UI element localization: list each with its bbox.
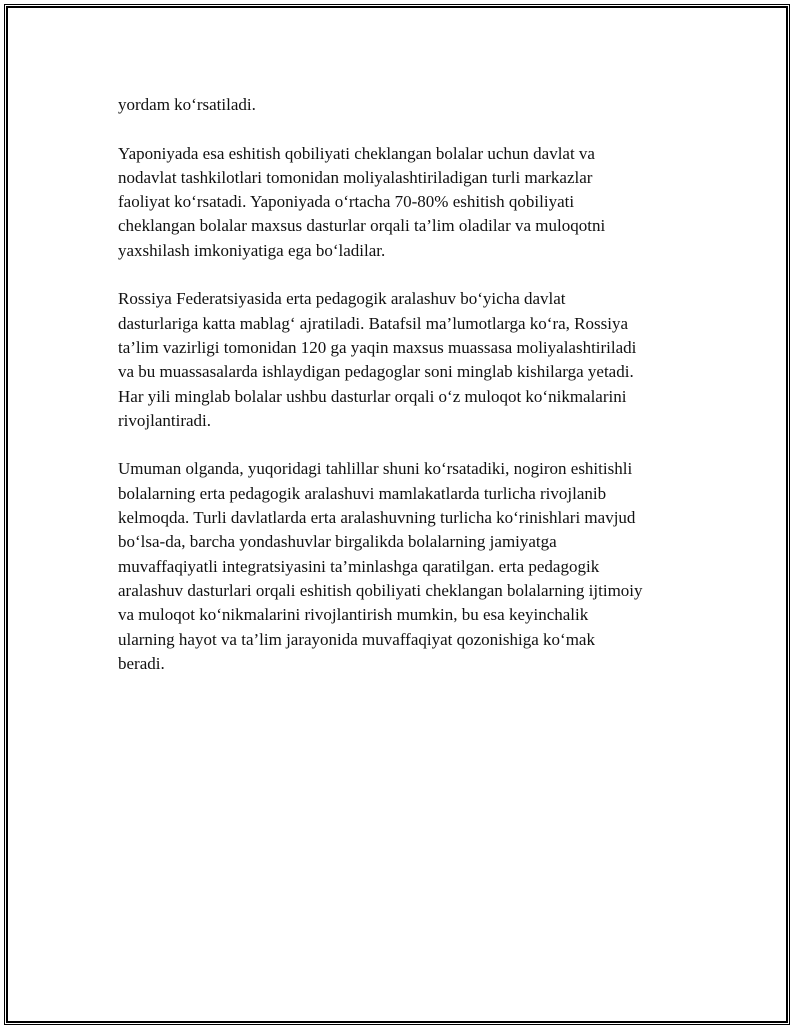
document-body	[118, 93, 698, 700]
text-line: yordam ko‘rsatiladi.	[118, 95, 256, 114]
text-line: Yaponiyada esa eshitish qobiliyati cheklangan bolalar uchun davlat va	[118, 143, 595, 163]
text-line: cheklangan bolalar maxsus dasturlar orqali ta’lim oladilar va muloqotni	[118, 216, 606, 236]
text-line: Har yili minglab bolalar ushbu dasturlar orqali o‘z muloqot ko‘nikmalarini	[118, 386, 627, 406]
text-line: ta’lim vazirligi tomonidan 120 ga yaqin maxsus muassasa moliyalashtiriladi	[118, 337, 637, 357]
paragraph-2	[118, 142, 698, 263]
text-line: muvaffaqiyatli integratsiyasini ta’minlashga qaratilgan. erta pedagogik	[118, 556, 600, 576]
text-line: Rossiya Federatsiyasida erta pedagogik aralashuv bo‘yicha davlat	[118, 289, 566, 309]
paragraph-3	[118, 287, 698, 433]
text-line: va muloqot ko‘nikmalarini rivojlantirish mumkin, bu esa keyinchalik	[118, 605, 589, 625]
text-line: bo‘lsa-da, barcha yondashuvlar birgalikda bolalarning jamiyatga	[118, 532, 557, 552]
text-line: ularning hayot va ta’lim jarayonida muvaffaqiyat qozonishiga ko‘mak	[118, 629, 595, 649]
text-line: yaxshilash imkoniyatiga ega bo‘ladilar.	[118, 240, 386, 260]
text-line: beradi.	[118, 653, 165, 673]
text-line: nodavlat tashkilotlari tomonidan moliyalashtiriladigan turli markazlar	[118, 167, 593, 187]
text-line: Umuman olganda, yuqoridagi tahlillar shuni ko‘rsatadiki, nogiron eshitishli	[118, 459, 633, 479]
text-line: va bu muassasalarda ishlaydigan pedagoglar soni minglab kishilarga yetadi.	[118, 362, 634, 382]
text-line: kelmoqda. Turli davlatlarda erta aralashuvning turlicha ko‘rinishlari mavjud	[118, 508, 636, 528]
paragraph-1	[118, 93, 698, 117]
text-line: aralashuv dasturlari orqali eshitish qobiliyati cheklangan bolalarning ijtimoiy	[118, 580, 643, 600]
text-line: rivojlantiradi.	[118, 410, 212, 430]
text-line: dasturlariga katta mablag‘ ajratiladi. Batafsil ma’lumotlarga ko‘ra, Rossiya	[118, 313, 628, 333]
paragraph-4	[118, 457, 698, 676]
text-line: faoliyat ko‘rsatadi. Yaponiyada o‘rtacha 70-80% eshitish qobiliyati	[118, 192, 575, 212]
text-line: bolalarning erta pedagogik aralashuvi mamlakatlarda turlicha rivojlanib	[118, 483, 607, 503]
